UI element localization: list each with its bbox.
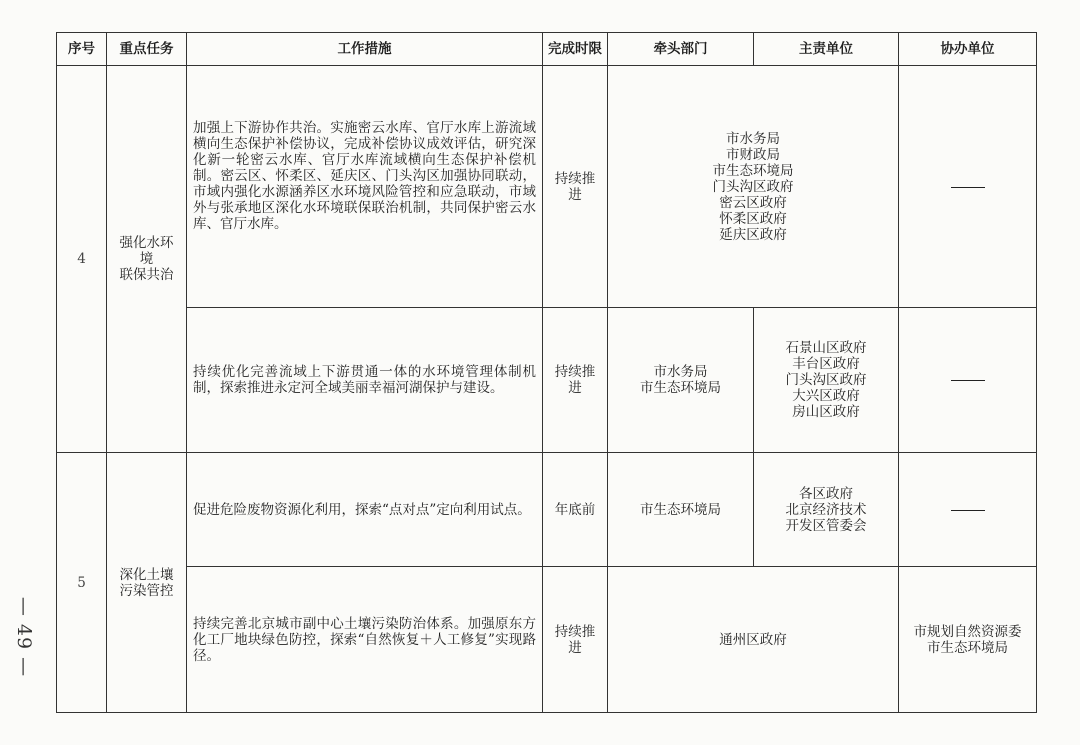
lead-dept-cell	[608, 453, 754, 567]
unit-line: 市水务局	[726, 130, 780, 147]
unit-line: 门头沟区政府	[785, 372, 867, 388]
task-line: 强化水环境	[119, 235, 174, 267]
unit-line: 延庆区政府	[719, 226, 787, 243]
unit-line: 市规划自然资源委	[913, 623, 1022, 640]
table-row	[57, 567, 1037, 713]
header-deadline: 完成时限	[543, 33, 608, 66]
task-line: 深化土壤	[119, 566, 174, 583]
unit-line: 丰台区政府	[792, 356, 860, 372]
unit-line: 怀柔区政府	[719, 210, 787, 227]
unit-line: 各区政府	[799, 485, 853, 502]
seq-cell: 4	[57, 66, 107, 453]
lead-merged-cell	[608, 567, 899, 713]
main-unit-cell	[754, 453, 899, 567]
lead-merged-cell	[608, 66, 899, 308]
measure-cell: 持续优化完善流域上下游贯通一体的水环境管理体制机制，探索推进永定河全域美丽幸福河湖保护与建设。	[187, 308, 543, 453]
assist-cell	[899, 66, 1037, 308]
unit-line: 开发区管委会	[785, 517, 867, 534]
unit-line: 大兴区政府	[792, 388, 860, 404]
task-cell	[107, 66, 187, 453]
measure-cell: 加强上下游协作共治。实施密云水库、官厅水库上游流域横向生态保护补偿协议，完成补偿协议成效评估，研究深化新一轮密云水库、官厅水库流域横向生态保护补偿机制。密云区、怀柔区、延庆区、门头沟区加强协同联动，市域内强化水源涵养区水环境风险管控和应急联动，市域外与张承地区深化水环境联保联治机制，共同保护密云水库、官厅水库。	[187, 66, 543, 308]
header-task: 重点任务	[107, 33, 187, 66]
lead-dept-cell	[608, 308, 754, 453]
measure-cell: 持续完善北京城市副中心土壤污染防治体系。加强原东方化工厂地块绿色防控，探索“自然恢复＋人工修复”实现路径。	[187, 567, 543, 713]
unit-line: 通州区政府	[719, 631, 787, 648]
task-table	[56, 32, 1037, 713]
empty-dash	[951, 187, 985, 188]
task-line: 污染管控	[119, 582, 174, 599]
task-cell	[107, 453, 187, 713]
deadline-cell: 持续推进	[543, 308, 608, 453]
header-assist-unit: 协办单位	[899, 33, 1037, 66]
unit-line: 市生态环境局	[712, 162, 794, 179]
unit-line: 石景山区政府	[785, 340, 867, 356]
table-row	[57, 453, 1037, 567]
empty-dash	[951, 380, 985, 381]
table-header-row	[57, 33, 1037, 66]
assist-cell	[899, 453, 1037, 567]
unit-line: 北京经济技术	[785, 501, 867, 518]
assist-cell	[899, 567, 1037, 713]
unit-line: 房山区政府	[792, 404, 860, 420]
header-measure: 工作措施	[187, 33, 543, 66]
deadline-cell: 持续推进	[543, 66, 608, 308]
unit-line: 市财政局	[726, 146, 780, 163]
table-row	[57, 308, 1037, 453]
task-line: 联保共治	[119, 267, 174, 283]
unit-line: 密云区政府	[719, 194, 787, 211]
header-lead-dept: 牵头部门	[608, 33, 754, 66]
unit-line: 市水务局	[653, 364, 708, 380]
measure-cell: 促进危险废物资源化利用，探索“点对点”定向利用试点。	[187, 453, 543, 567]
unit-line: 门头沟区政府	[712, 178, 794, 195]
unit-line: 市生态环境局	[927, 639, 1008, 656]
page-number: — 49 —	[13, 596, 36, 678]
header-seq: 序号	[57, 33, 107, 66]
header-main-unit: 主责单位	[754, 33, 899, 66]
deadline-cell: 持续推进	[543, 567, 608, 713]
table-row	[57, 66, 1037, 308]
main-unit-cell	[754, 308, 899, 453]
deadline-cell: 年底前	[543, 453, 608, 567]
seq-cell: 5	[57, 453, 107, 713]
unit-line: 市生态环境局	[640, 501, 721, 518]
empty-dash	[951, 510, 985, 511]
assist-cell	[899, 308, 1037, 453]
unit-line: 市生态环境局	[640, 380, 721, 396]
